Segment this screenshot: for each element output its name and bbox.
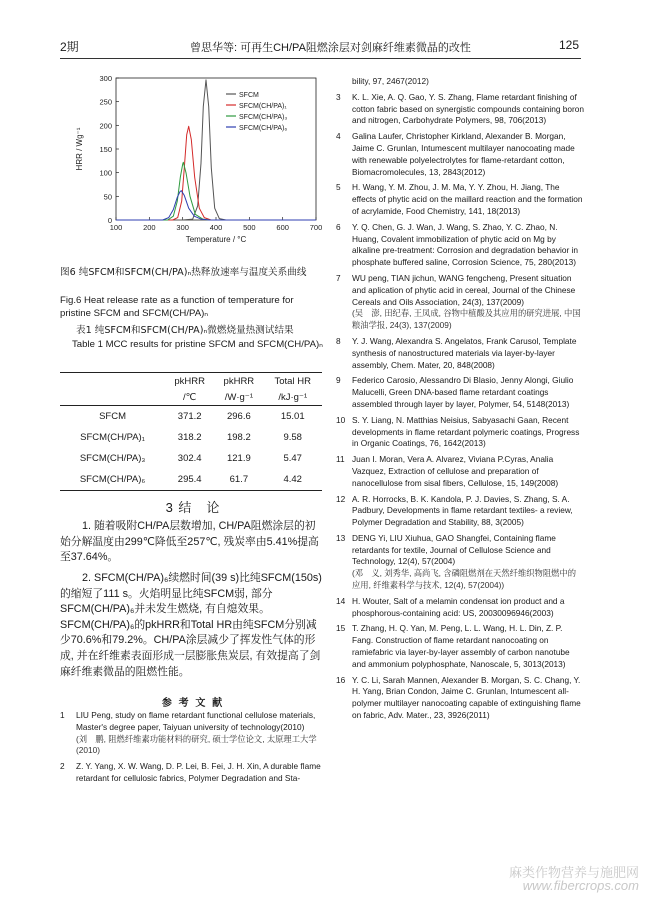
reference-item: 8 Y. J. Wang, Alexandra S. Angelatos, Frank Carusol, Template synthesis of nanostructured materials via layer-by-layer assembly, Chem. Mater, 20, 848(2008): [336, 335, 577, 370]
issue-number: 2期: [60, 40, 79, 54]
x-tick-label: 500: [243, 223, 256, 232]
references-left-column: [60, 710, 326, 789]
reference-item: 10 S. Y. Liang, N. Matthias Neisius, Sabyasachi Gaan, Recent developments in flame retardant polymeric coatings, Progress in Organic Coatings, 76, 1642(2013): [336, 414, 580, 449]
reference-item: 7 WU peng, TIAN jichun, WANG fengcheng, Present situation and aplication of phytic acid in cereal, Journal of the Chinese Cereals and Oils Association, 24(3), 137(2009) (吴 澎, 田纪春, 王凤成, 谷物中植酸及其应用的研究进展, 中国粮油学报, 24(3), 137(2009): [336, 272, 581, 331]
y-tick-label: 300: [99, 74, 112, 83]
table-cell: SFCM(CH/PA)₆: [60, 469, 165, 491]
table-header-cell: Total HR: [263, 373, 322, 390]
table-cell: 302.4: [177, 453, 202, 464]
figure-caption-cn: 图6 纯SFCM和SFCM(CH/PA)ₙ热释放速率与温度关系曲线: [60, 267, 307, 278]
reference-item: 4 Galina Laufer, Christopher Kirkland, Alexander B. Morgan, Jaime C. Grunlan, Intumescent multilayer nanocoating made with renewable polyelectrolytes for flame-retardant cotton, Biomacromolecules, 13, 2843(2012): [336, 131, 575, 177]
table-unit-cell: /kJ·g⁻¹: [263, 389, 322, 406]
watermark-cn: 麻类作物营养与施肥网: [508, 865, 639, 880]
x-tick-label: 200: [143, 223, 156, 232]
table-cell: 4.42: [263, 469, 322, 491]
conclusion-paragraph-1: 1. 随着吸附CH/PA层数增加, CH/PA阻燃涂层的初始分解温度由299℃降低至257℃, 残炭率由5.41%提高至37.64%。: [60, 520, 319, 564]
x-tick-label: 400: [209, 223, 223, 232]
references-right-column: [336, 76, 584, 726]
table-caption-en: Table 1 MCC results for pristine SFCM and SFCM(CH/PA)ₙ: [72, 339, 324, 350]
reference-item: 5 H. Wang, Y. M. Zhou, J. M. Ma, Y. Y. Zhou, H. Jiang, The effects of phytic acid on the maillard reaction and the formation of acrylamide, Food Chemistry, 141, 18(2013): [336, 182, 583, 216]
running-title: 曾思华等: 可再生CH/PA阻燃涂层对剑麻纤维素微晶的改性: [190, 42, 471, 54]
reference-item: 15 T. Zhang, H. Q. Yan, M. Peng, L. L. Wang, H. L. Din, Z. P. Fang. Construction of flame retardant nanocoating on ramiefabric via layer-by-layer assembly of carbon nanotube and ammonium polyphosphate, Nanoscale, 5, 3013(2013): [336, 623, 570, 669]
table-cell: 318.2: [177, 432, 202, 443]
reference-item: 16 Y. C. Li, Sarah Mannen, Alexander B. Morgan, S. C. Chang, Y. H. Yang, Brian Condon, Jaime C. Grunlan, Intumescent all-polymer multilayer nanocoating capable of extinguishing flame on fabric, Adv. Mater., 23, 3926(2011): [336, 674, 581, 721]
table-row: [60, 427, 322, 448]
table-row: [60, 469, 322, 491]
references-heading: 参 考 文 献: [161, 698, 225, 709]
legend-label: SFCM(CH/PA)₃: [239, 113, 288, 121]
table-cell: 371.2: [177, 411, 202, 422]
table-unit-cell: /℃: [165, 389, 214, 406]
table-cell: SFCM(CH/PA)₁: [80, 432, 145, 443]
table-header-cell: pkHRR: [165, 373, 214, 390]
series-line-1: [116, 80, 316, 220]
y-axis-label: HRR / Wg⁻¹: [75, 127, 84, 171]
reference-item: 3 K. L. Xie, A. Q. Gao, Y. S. Zhang, Flame retardant finishing of cotton fabric based on synergistic compounds containing boron and nitrogen, Carbohydrate Polymers, 98, 706(2013): [336, 91, 584, 126]
x-axis-label: Temperature / °C: [185, 235, 247, 244]
table-unit-cell: [60, 389, 165, 406]
watermark-url: www.fibercrops.com: [522, 878, 639, 893]
table-cell: 296.6: [226, 411, 251, 422]
reference-item: 2 Z. Y. Yang, X. W. Wang, D. P. Lei, B. Fei, J. H. Xin, A durable flame retardant for cellulosic fabrics, Polymer Degradation and Sta-: [60, 761, 321, 783]
y-tick-label: 100: [99, 168, 112, 178]
table-cell: 9.58: [283, 432, 302, 443]
reference-item: 9 Federico Carosio, Alessandro Di Blasio, Jenny Alongi, Giulio Malucelli, Green DNA-based flame retardant coatings assembled through layer by layer, Polymer, 54, 5148(2013): [336, 375, 574, 409]
legend-label: SFCM(CH/PA)₁: [239, 102, 287, 110]
reference-item: 12 A. R. Horrocks, B. K. Kandola, P. J. Davies, S. Zhang, S. A. Padbury, Developments in flame retardant textiles- a review, Polymer Degradation and Stability, 88, 3(2005): [336, 493, 573, 528]
x-tick-label: 300: [176, 223, 189, 232]
legend-label: SFCM: [239, 91, 259, 99]
table-header-cell: [60, 373, 165, 390]
y-tick-label: 50: [103, 192, 112, 202]
table-cell: 5.47: [283, 453, 302, 464]
reference-continuation: bility, 97, 2467(2012): [352, 76, 429, 86]
table-row: [60, 448, 322, 469]
reference-item: 13 DENG Yi, LIU Xiuhua, GAO Shangfei, Containing flame retardants for textile, Journal of Cellulose Science and Technology, 12(4), 57(2004) (邓 义, 刘秀华, 高尚飞, 含磷阻燃剂在天然纤维织物阻燃中的应用, 纤维素科学与技术, 12(4), 57(2004)): [336, 532, 577, 591]
table-cell: SFCM: [99, 411, 127, 422]
figure-caption-en: Fig.6 Heat release rate as a function of temperature for pristine SFCM and SFCM(CH/PA)ₙ: [60, 295, 294, 319]
table-cell: 15.01: [280, 411, 305, 422]
table-cell: 295.4: [165, 469, 214, 491]
y-tick-label: 0: [107, 216, 112, 225]
table-cell: 198.2: [226, 432, 251, 443]
table-unit-cell: /W·g⁻¹: [214, 389, 263, 406]
hrr-chart: [60, 70, 328, 258]
page-number: 125: [558, 38, 579, 52]
table-caption-cn: 表1 纯SFCM和SFCM(CH/PA)ₙ微燃烧量热测试结果: [76, 325, 294, 336]
x-tick-label: 700: [309, 223, 323, 232]
section-heading-conclusion: 3 结 论: [165, 500, 221, 515]
header-rule: [60, 58, 581, 59]
series-line-4: [116, 191, 316, 220]
mcc-results-table: [60, 372, 322, 491]
legend-label: SFCM(CH/PA)₆: [239, 124, 288, 132]
reference-item: 11 Juan I. Moran, Vera A. Alvarez, Viviana P.Cyras, Analia Vazquez, Extraction of cellulose and preparation of nanocellulose from sisal fibers, Cellulose, 15, 149(2008): [336, 454, 559, 488]
x-tick-label: 600: [276, 223, 289, 232]
y-tick-label: 200: [99, 121, 112, 131]
x-tick-label: 100: [109, 223, 123, 232]
reference-item: 14 H. Wouter, Salt of a melamin condensat ion product and a phosphorous-containing acid: US, 20030096946(2003): [336, 595, 565, 618]
table-row: [60, 406, 322, 428]
reference-item: 1 LIU Peng, study on flame retardant functional cellulose materials, Master's degree paper, Taiyuan university of technology(2010) (刘 鹏, 阻燃纤维素功能材料的研究, 硕士学位论文, 太原理工大学(2010): [60, 710, 317, 756]
table-cell: 121.9: [226, 453, 251, 464]
table-cell: 61.7: [214, 469, 263, 491]
table-cell: SFCM(CH/PA)₃: [79, 453, 146, 464]
y-tick-label: 150: [99, 145, 112, 154]
conclusion-paragraph-2: 2. SFCM(CH/PA)₆续燃时间(39 s)比纯SFCM(150s)的缩短了111 s。火焰明显比纯SFCM弱, 部分SFCM(CH/PA)₆并未发生燃烧, 有自熄效果。SFCM(CH/PA)₆的pkHRR和Total HR由纯SFCM分别减少70.6%和79.2%。CH/PA涂层减少了挥发性气体的形成, 并在纤维素表面形成一层膨胀焦炭层, 有效提高了剑麻纤维素微晶的阻燃性能。: [60, 572, 322, 678]
y-tick-label: 250: [99, 97, 112, 107]
plot-frame: [116, 78, 316, 220]
reference-item: 6 Y. Q. Chen, G. J. Wan, J. Wang, S. Zhao, Y. C. Zhao, N. Huang, Covalent immobilization of phytic acid on Mg by alkaline pre-treatment: Corrosion and degradation behavior in phosphate buffered saline, Corrosion Science, 75, 280(2013): [336, 221, 578, 268]
series-line-2: [116, 126, 316, 220]
table-header-cell: pkHRR: [214, 373, 263, 390]
